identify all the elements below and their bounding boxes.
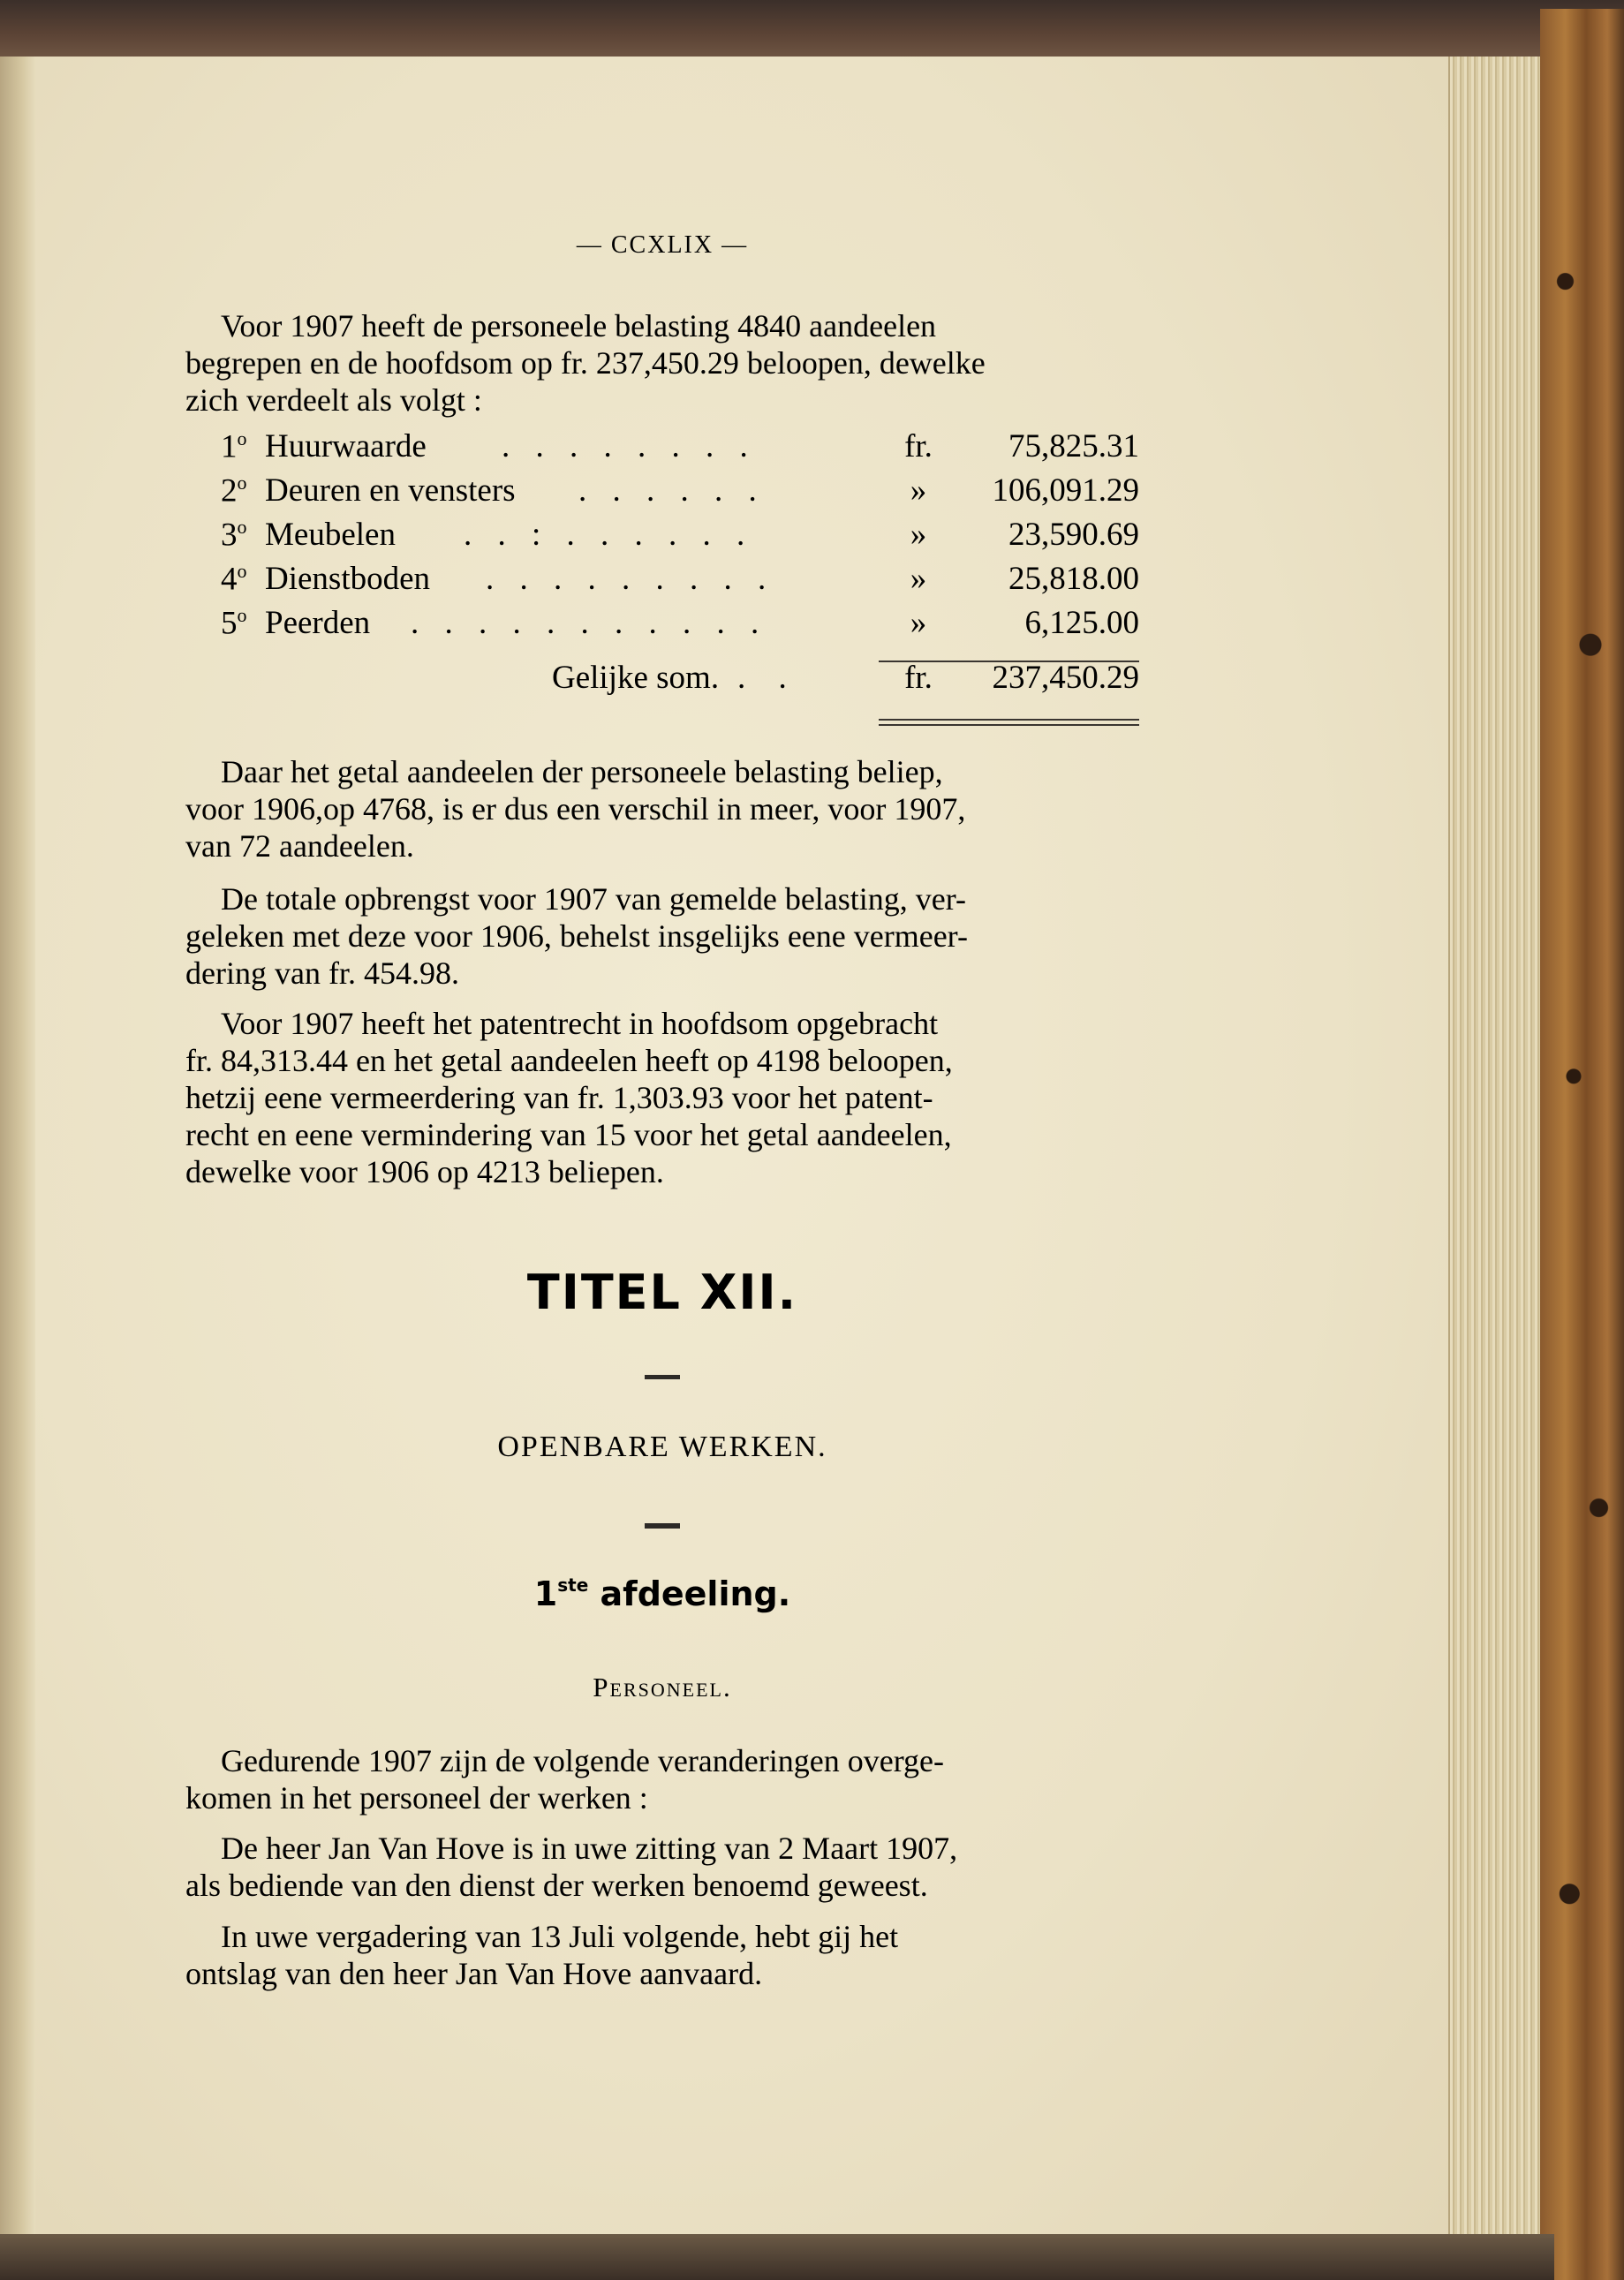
table-row <box>221 516 1139 560</box>
row-currency: » <box>910 561 927 597</box>
row-amount: 23,590.69 <box>1008 517 1139 553</box>
separator-dash <box>645 1523 680 1529</box>
text-line: fr. 84,313.44 en het getal aandeelen heeft op 4198 beloopen, <box>185 1043 953 1078</box>
row-amount: 106,091.29 <box>992 472 1139 509</box>
total-currency: fr. <box>904 660 933 696</box>
text-line: dewelke voor 1906 op 4213 beliepen. <box>185 1154 664 1189</box>
text-line: Voor 1907 heeft het patentrecht in hoofdsom opgebracht <box>221 1006 939 1041</box>
leader-dots: . . . . . . . . . <box>486 561 775 597</box>
table-row <box>221 427 1139 472</box>
row-number: 2$^o$ <box>221 472 247 510</box>
scan-bottom-border <box>0 2234 1554 2280</box>
row-currency: fr. <box>904 428 933 464</box>
subsection-title: Personeel. <box>593 1672 732 1702</box>
page-edges <box>1448 57 1552 2246</box>
separator-dash <box>645 1375 680 1379</box>
body-paragraph <box>185 1918 1139 1992</box>
row-number: 4$^o$ <box>221 560 247 598</box>
table-row <box>221 472 1139 516</box>
row-currency: » <box>910 605 927 641</box>
row-number: 3$^o$ <box>221 516 247 554</box>
row-amount: 25,818.00 <box>1008 561 1139 597</box>
total-row <box>221 659 1139 705</box>
body-paragraph <box>185 1005 1139 1190</box>
double-rule <box>879 719 1139 726</box>
text-line: komen in het personeel der werken : <box>185 1780 648 1816</box>
total-amount: 237,450.29 <box>992 660 1139 696</box>
row-number: 5$^o$ <box>221 604 247 642</box>
total-label: Gelijke som. <box>552 660 720 696</box>
text-line: recht en eene vermindering van 15 voor het getal aandeelen, <box>185 1117 952 1152</box>
text-line: De heer Jan Van Hove is in uwe zitting van 2 Maart 1907, <box>221 1831 958 1866</box>
row-label: Deuren en vensters <box>265 472 516 509</box>
leader-dots: . . . . . . . . . . . <box>411 605 768 641</box>
body-paragraph <box>185 1742 1139 1816</box>
text-line: ontslag van den heer Jan Van Hove aanvaard. <box>185 1956 763 1991</box>
text-line: begrepen en de hoofdsom op fr. 237,450.29 beloopen, dewelke <box>185 345 986 381</box>
row-label: Huurwaarde <box>265 428 427 464</box>
text-line: De totale opbrengst voor 1907 van gemelde belasting, ver- <box>221 881 967 917</box>
row-currency: » <box>910 472 927 509</box>
leader-dots: . . : . . . . . . <box>464 517 754 553</box>
row-label: Meubelen <box>265 517 396 553</box>
chapter-title: TITEL XII. <box>526 1265 798 1320</box>
body-paragraph <box>185 1830 1139 1904</box>
text-line: In uwe vergadering van 13 Juli volgende, hebt gij het <box>221 1919 899 1954</box>
afdeeling-heading: 1ste afdeeling. <box>533 1574 791 1613</box>
row-currency: » <box>910 517 927 553</box>
table-row <box>221 560 1139 604</box>
text-line: zich verdeelt als volgt : <box>185 382 482 418</box>
body-paragraph <box>185 880 1139 992</box>
body-paragraph <box>185 753 1139 864</box>
table-row <box>221 604 1139 648</box>
text-line: hetzij eene vermeerdering van fr. 1,303.93 voor het patent- <box>185 1080 933 1115</box>
left-page-gutter <box>0 57 35 2238</box>
text-line: Daar het getal aandeelen der personeele belasting beliep, <box>221 754 943 789</box>
text-line: dering van fr. 454.98. <box>185 955 459 991</box>
tax-breakdown-table <box>221 427 1139 705</box>
row-number: 1$^o$ <box>221 427 247 465</box>
row-amount: 6,125.00 <box>1024 605 1139 641</box>
page-number-header: — CCXLIX — <box>576 231 749 259</box>
text-line: Gedurende 1907 zijn de volgende veranderingen overge- <box>221 1743 945 1778</box>
section-title: OPENBARE WERKEN. <box>497 1431 827 1463</box>
text-line: van 72 aandeelen. <box>185 828 414 864</box>
text-line: geleken met deze voor 1906, behelst insgelijks eene vermeer- <box>185 918 968 954</box>
row-amount: 75,825.31 <box>1008 428 1139 464</box>
row-label: Dienstboden <box>265 561 431 597</box>
leader-dots: . . <box>737 660 799 696</box>
text-line: Voor 1907 heeft de personeele belasting 4840 aandeelen <box>221 308 937 344</box>
scan-top-border <box>0 0 1624 57</box>
intro-paragraph <box>185 307 1139 419</box>
marbled-binding <box>1540 9 1624 2280</box>
row-label: Peerden <box>265 605 371 641</box>
leader-dots: . . . . . . <box>578 472 766 509</box>
text-line: voor 1906,op 4768, is er dus een verschil in meer, voor 1907, <box>185 791 966 827</box>
leader-dots: . . . . . . . . <box>502 428 757 464</box>
text-line: als bediende van den dienst der werken benoemd geweest. <box>185 1868 928 1903</box>
